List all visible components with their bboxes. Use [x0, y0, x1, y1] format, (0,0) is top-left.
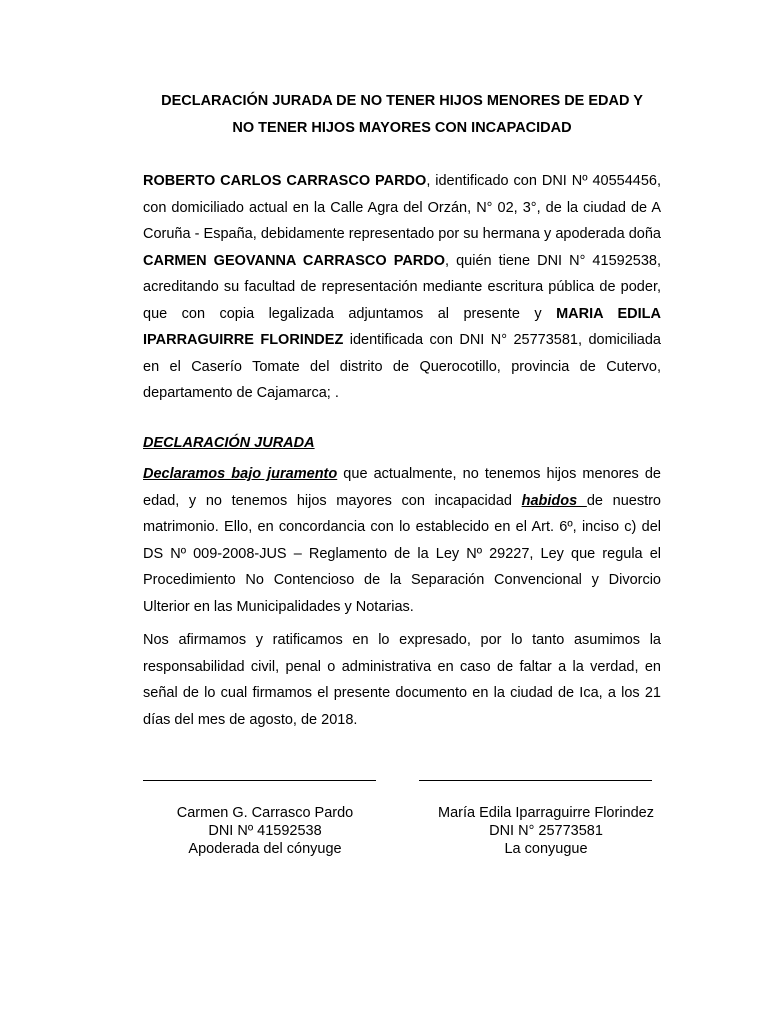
- declaration-text-1: que actualmente, no tenemos hijos menores de edad, y no tenemos hijos mayores con incapacidad: [143, 466, 662, 509]
- signature-line-1: [143, 780, 376, 781]
- intro-text-2: , quién tiene DNI N° 41592538, acreditando su facultad de representación mediante escritura pública de poder, que con copia legalizada adjuntamos al presente y: [143, 252, 661, 322]
- closing-paragraph: Nos afirmamos y ratificamos en lo expresado, por lo tanto asumimos la responsabilidad civil, penal o administrativa en caso de faltar a la verdad, en señal de lo cual firmamos el presente documento en la ciudad de Ica, a los 21 días del mes de agosto, de 2018.: [143, 632, 661, 728]
- title-line-1: DECLARACIÓN JURADA DE NO TENER HIJOS MENORES DE EDAD Y: [161, 93, 643, 109]
- signatory-dni: DNI N° 25773581: [489, 823, 603, 839]
- declaration-text-2: de nuestro matrimonio. Ello, en concordancia con lo establecido en el Art. 6º, inciso c) del DS Nº 009-2008-JUS – Reglamento de la Ley Nº 29227, Ley que regula el Procedimiento No Contencioso de la Separación Convencional y Divorcio Ulterior en las Municipalidades y Notarias.: [143, 492, 661, 615]
- signatory-dni: DNI Nº 41592538: [208, 823, 322, 839]
- signature-block-2: [424, 804, 668, 858]
- signatory-name: María Edila Iparraguirre Florindez: [438, 805, 654, 821]
- declaration-emphasis-2: habidos: [521, 492, 587, 509]
- intro-text-3: identificada con DNI N° 25773581, domiciliada en el Caserío Tomate del distrito de Querocotillo, provincia de Cutervo, departamento de Cajamarca; .: [143, 332, 661, 401]
- title-line-2: NO TENER HIJOS MAYORES CON INCAPACIDAD: [232, 120, 572, 136]
- declarant-name-2: MARIA EDILA IPARRAGUIRRE FLORINDEZ: [143, 305, 661, 348]
- declaration-emphasis-1: Declaramos bajo juramento: [143, 466, 338, 482]
- intro-paragraph: [143, 168, 661, 407]
- declaration-paragraph: [143, 461, 661, 620]
- section-heading: DECLARACIÓN JURADA: [143, 435, 315, 451]
- signatory-name: Carmen G. Carrasco Pardo: [176, 805, 354, 821]
- document-title: [143, 88, 661, 142]
- signature-line-2: [419, 780, 652, 781]
- signatory-role: La conyugue: [504, 841, 588, 857]
- representative-name: CARMEN GEOVANNA CARRASCO PARDO: [143, 252, 446, 269]
- signatory-role: Apoderada del cónyuge: [188, 841, 342, 857]
- declarant-name-1: ROBERTO CARLOS CARRASCO PARDO: [143, 173, 427, 189]
- signature-block-1: [143, 804, 387, 858]
- intro-text-1: , identificado con DNI Nº 40554456, con domiciliado actual en la Calle Agra del Orzán, N° 02, 3°, de la ciudad de A Coruña - España, debidamente representado por su hermana y apoderada doña: [143, 173, 661, 242]
